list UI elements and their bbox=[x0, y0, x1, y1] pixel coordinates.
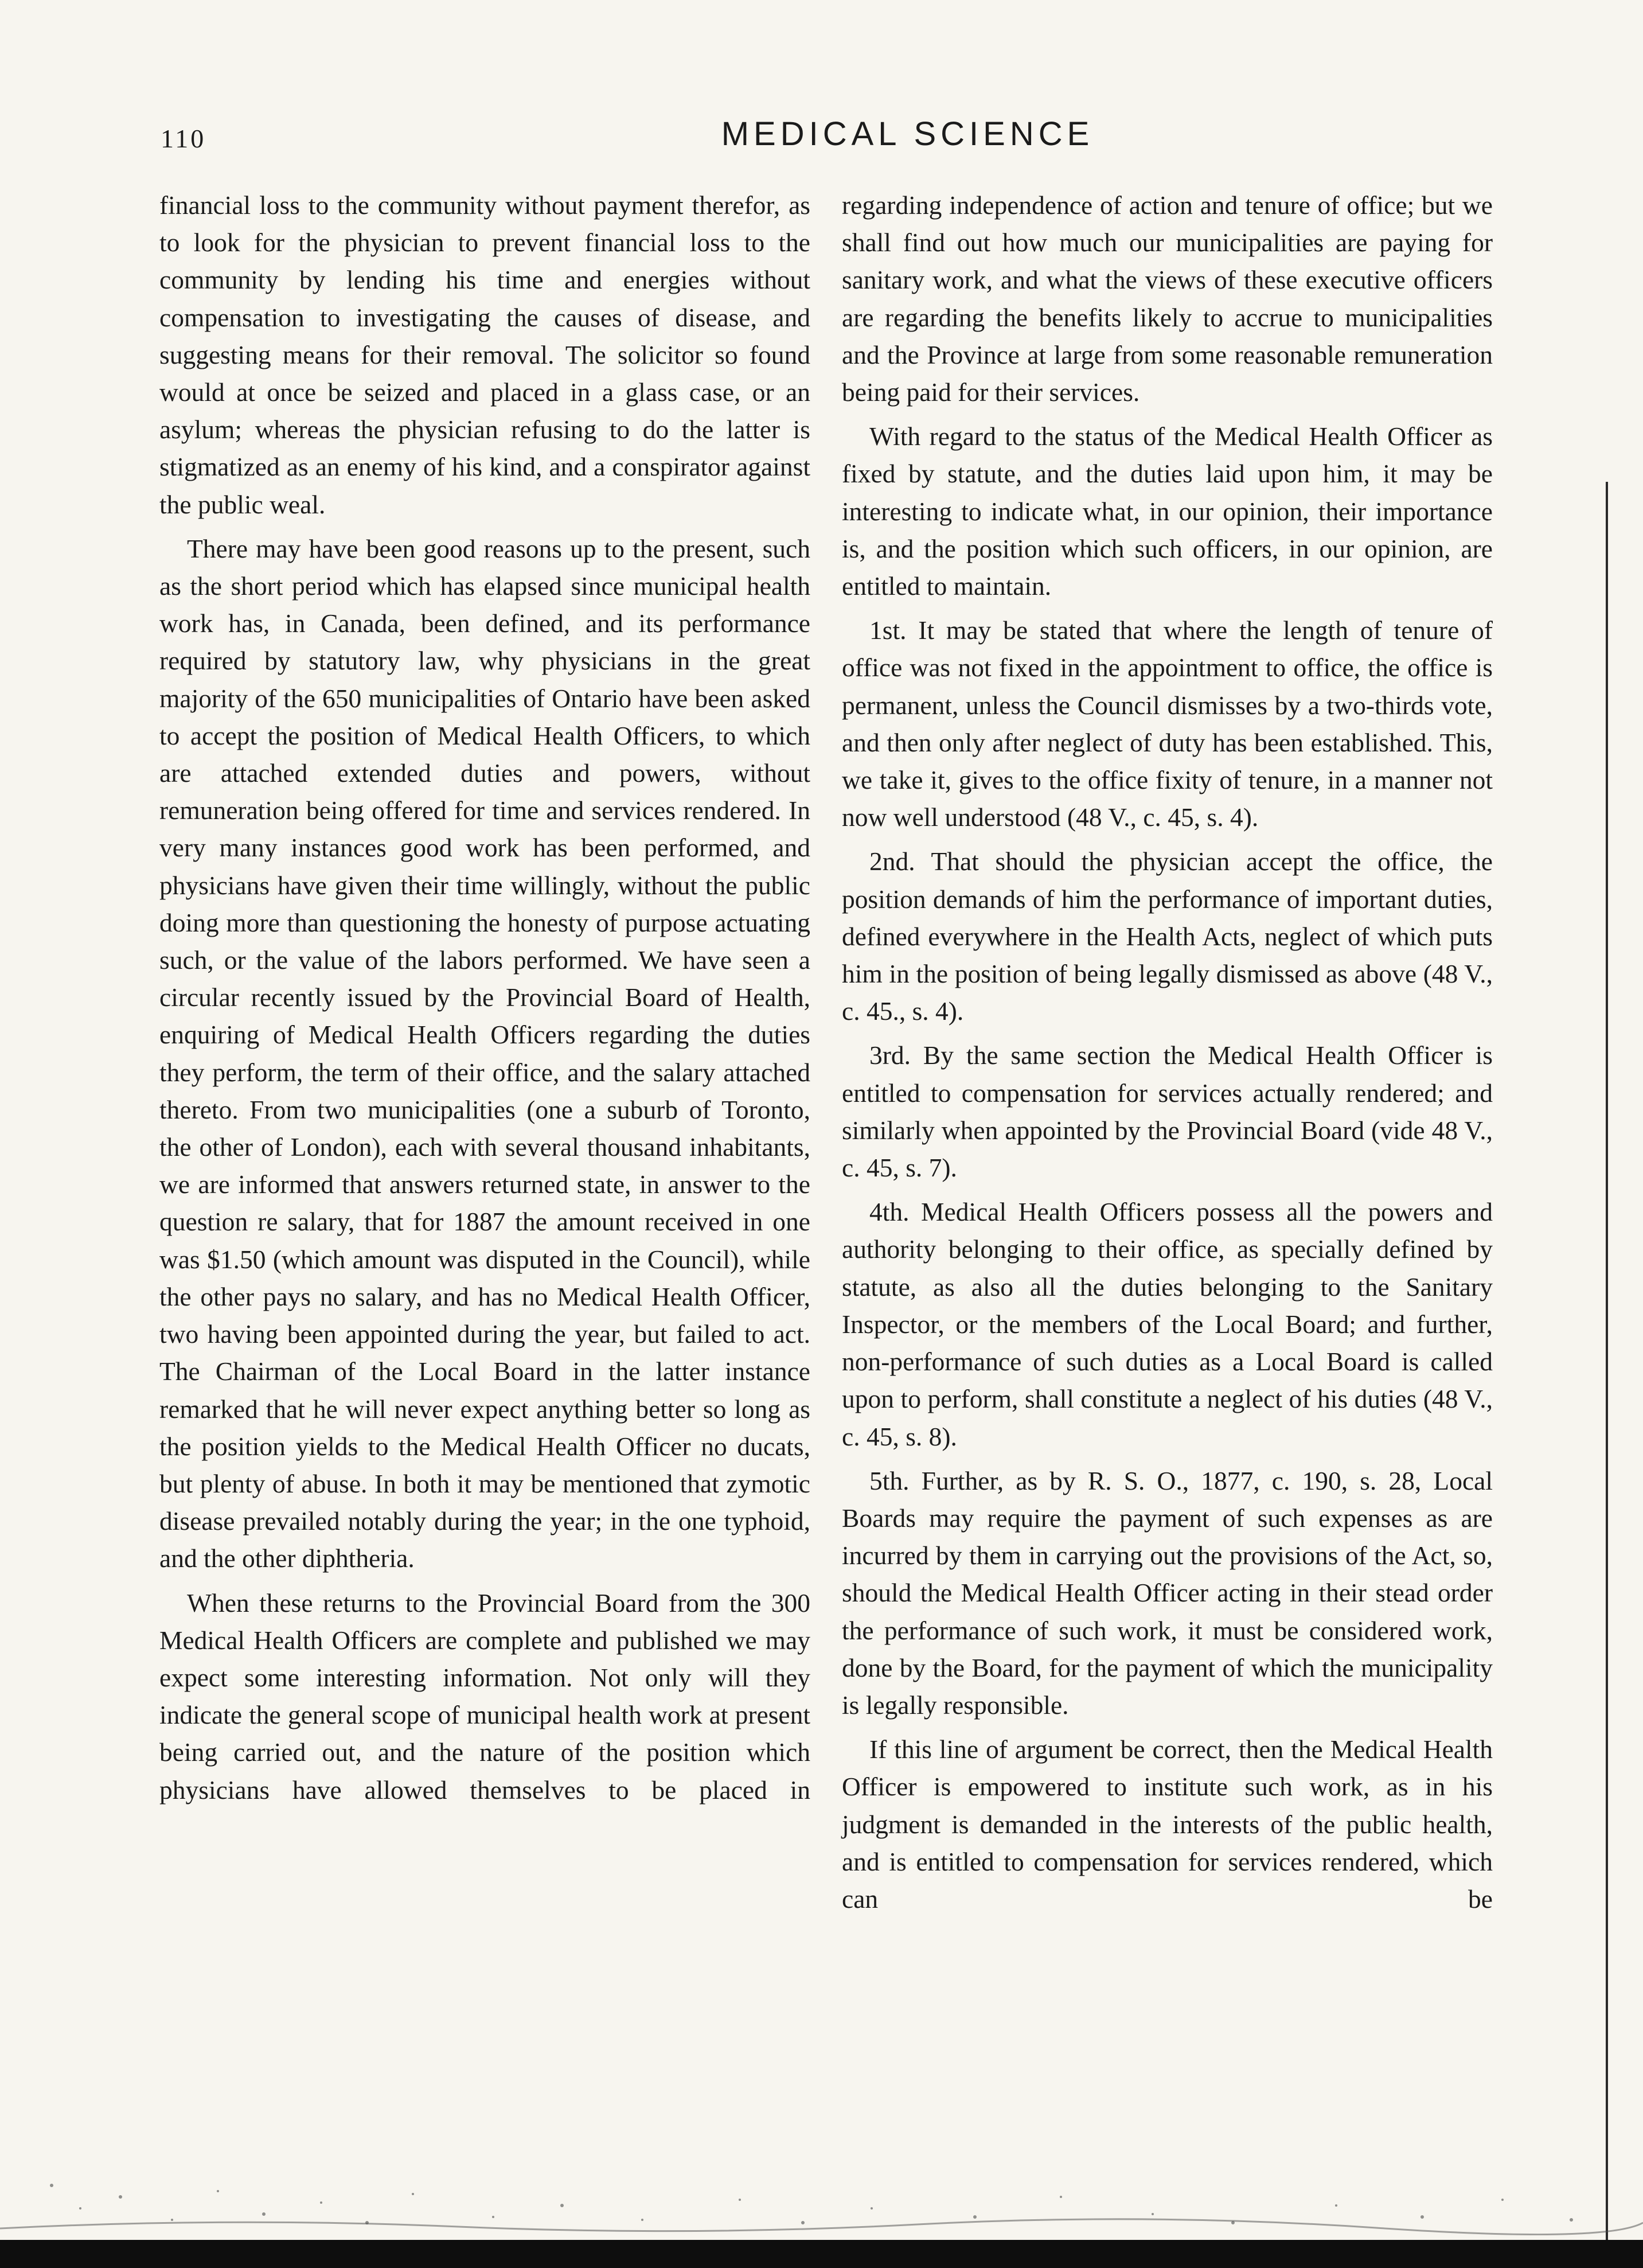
left-column bbox=[159, 186, 810, 1815]
scan-speckle-decoration bbox=[0, 2099, 1643, 2243]
paragraph: 4th. Medical Health Officers possess all the powers and authority belonging to their office, as specially defined by statute, as also all the duties belonging to the Sanitary Inspector, or the members of the Local Board; and further, non-performance of such duties as a Local Board is called upon to perform, shall constitute a neglect of his duties (48 V., c. 45, s. 8). bbox=[842, 1197, 1493, 1451]
paragraph: regarding independence of action and tenure of office; but we shall find out how much our municipalities are paying for sanitary work, and what the views of these executive officers are regarding the benefits likely to accrue to municipalities and the Province at large from some reasonable remuneration being paid for their services. bbox=[842, 190, 1493, 407]
right-column bbox=[842, 186, 1493, 1924]
paragraph: 2nd. That should the physician accept the office, the position demands of him the performance of important duties, defined everywhere in the Health Acts, neglect of which puts him in the position of being legally dismissed as above (48 V., c. 45., s. 4). bbox=[842, 847, 1493, 1026]
paragraph: financial loss to the community without payment therefor, as to look for the physician to prevent financial loss to the community by lending his time and energies without compensation to investigating the causes of disease, and suggesting means for their removal. The solicitor so found would at once be seized and placed in a glass case, or an asylum; whereas the physician refusing to do the latter is stigmatized as an enemy of his kind, and a conspirator against the public weal. bbox=[159, 190, 810, 519]
paragraph: 3rd. By the same section the Medical Health Officer is entitled to compensation for services actually rendered; and similarly when appointed by the Provincial Board (vide 48 V., c. 45, s. 7). bbox=[842, 1041, 1493, 1183]
paragraph: With regard to the status of the Medical Health Officer as fixed by statute, and the duties laid upon him, it may be interesting to indicate what, in our opinion, their importance is, and the position which such officers, in our opinion, are entitled to maintain. bbox=[842, 422, 1493, 601]
running-title: MEDICAL SCIENCE bbox=[721, 115, 1094, 153]
paragraph: When these returns to the Provincial Board from the 300 Medical Health Officers are complete and published we may expect some interesting information. Not only will they indicate the general scope of municipal health work at present being carried out, and the nature of the position which physicians have allowed themselves to be placed in bbox=[159, 1588, 810, 1805]
paragraph: 5th. Further, as by R. S. O., 1877, c. 190, s. 28, Local Boards may require the payment of such expenses as are incurred by them in carrying out the provisions of the Act, so, should the Medical Health Officer acting in their stead order the performance of such work, it must be considered work, done by the Board, for the payment of which the municipality is legally responsible. bbox=[842, 1466, 1493, 1720]
scan-bottom-border bbox=[0, 2240, 1643, 2268]
paragraph: If this line of argument be correct, then the Medical Health Officer is empowered to institute such work, as in his judgment is demanded in the interests of the public health, and is entitled to compensation for services rendered, which can be bbox=[842, 1735, 1493, 1914]
page-number: 110 bbox=[161, 124, 206, 153]
paragraph: There may have been good reasons up to the present, such as the short period which has elapsed since municipal health work has, in Canada, been defined, and its performance required by statutory law, why physicians in the great majority of the 650 municipalities of Ontario have been asked to accept the position of Medical Health Officers, to which are attached extended duties and powers, without remuneration being offered for time and services rendered. In very many instances good work has been performed, and physicians have given their time willingly, without the public doing more than questioning the honesty of purpose actuating such, or the value of the labors performed. We have seen a circular recently issued by the Provincial Board of Health, enquiring of Medical Health Officers regarding the duties they perform, the term of their office, and the salary attached thereto. From two municipalities (one a suburb of Toronto, the other of London), each with several thousand inhabitants, we are informed that answers returned state, in answer to the question re salary, that for 1887 the amount received in one was $1.50 (which amount was disputed in the Council), while the other pays no salary, and has no Medical Health Officer, two having been appointed during the year, but failed to act. The Chairman of the Local Board in the latter instance remarked that he will never expect anything better so long as the position yields to the Medical Health Officer no ducats, but plenty of abuse. In both it may be mentioned that zymotic disease prevailed notably during the year; in the one typhoid, and the other diphtheria. bbox=[159, 533, 810, 1573]
page-edge-rule bbox=[1606, 482, 1608, 2248]
paragraph: 1st. It may be stated that where the length of tenure of office was not fixed in the appointment to office, the office is permanent, unless the Council dismisses by a two-thirds vote, and then only after neglect of duty has been established. This, we take it, gives to the office fixity of tenure, in a manner not now well understood (48 V., c. 45, s. 4). bbox=[842, 615, 1493, 832]
